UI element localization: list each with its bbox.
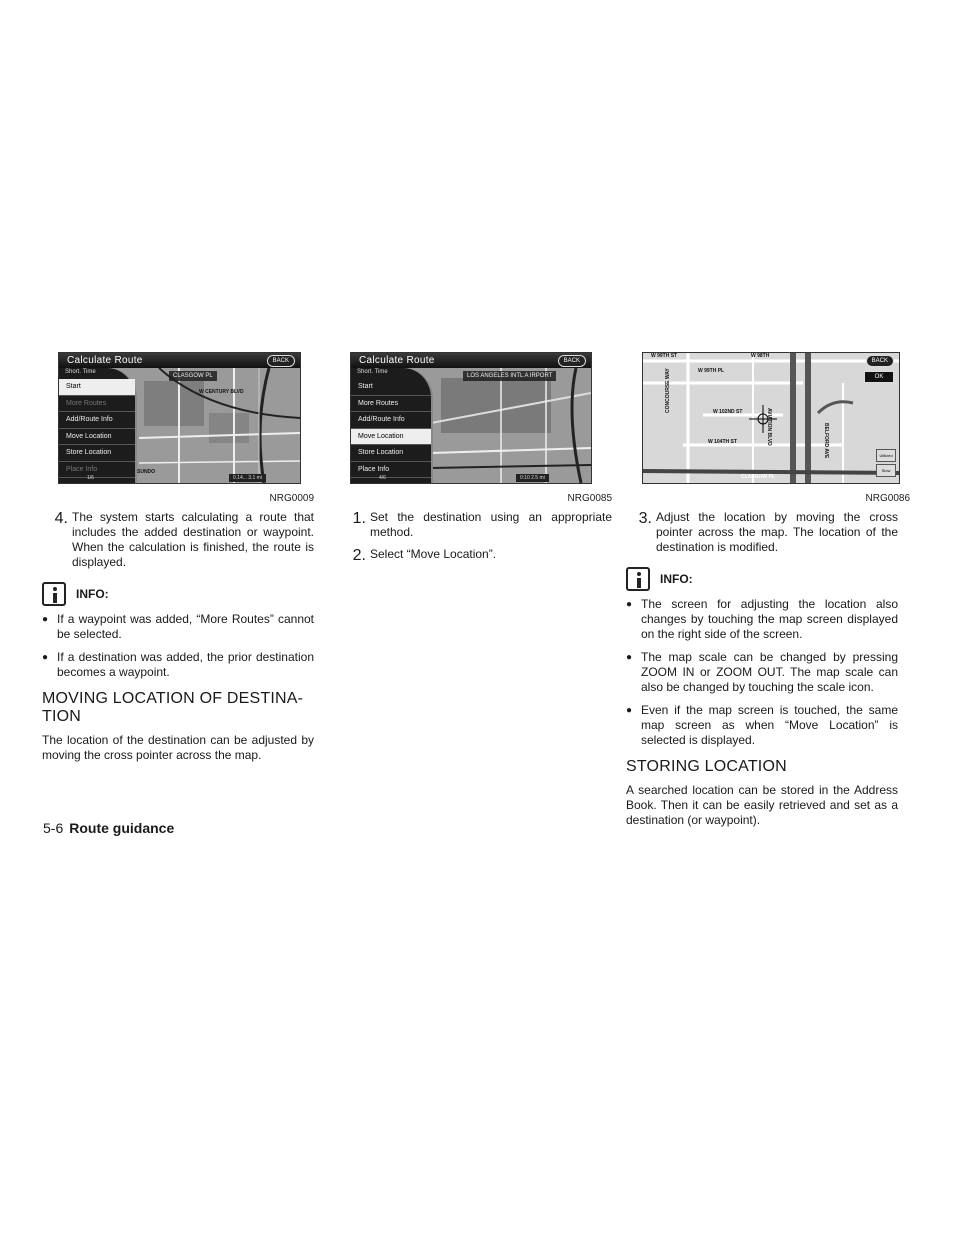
page-number: 5-6 xyxy=(43,820,64,836)
map-street-label: CLASGOW PL xyxy=(741,474,775,480)
list-item: ● If a waypoint was added, “More Routes” cannot be selected. xyxy=(42,612,314,641)
step-number: 1. xyxy=(352,510,366,527)
menu-item-store-location[interactable]: Store Location xyxy=(351,445,431,462)
menu-item-place-info[interactable]: Place Info xyxy=(351,462,431,479)
screen-move-location-map xyxy=(642,352,900,484)
screen-calculate-route-2 xyxy=(350,352,592,484)
step-text: The system starts calculating a route that includes the added destination or waypoint. When the calculation is finished, the route is displayed. xyxy=(72,510,314,569)
step-number: 4. xyxy=(54,510,68,527)
menu-item-store-location[interactable]: Store Location xyxy=(59,445,135,462)
figure-ref: NRG0009 xyxy=(269,493,314,504)
info-label: INFO: xyxy=(76,587,109,601)
ok-button[interactable]: OK xyxy=(864,371,894,383)
figure-ref: NRG0085 xyxy=(567,493,612,504)
info-label: INFO: xyxy=(660,572,693,586)
map-street-label: W 99TH PL xyxy=(698,368,725,374)
step-text: Set the destination using an appropriate method. xyxy=(370,510,612,539)
step-text: Adjust the location by moving the cross pointer across the map. The location of the destination is modified. xyxy=(656,510,898,554)
screen-calculate-route-1 xyxy=(58,352,301,484)
utilized-button[interactable]: Utilized xyxy=(876,449,896,462)
menu-item-start[interactable]: Start xyxy=(351,379,431,396)
page-footer xyxy=(43,820,174,836)
menu-item-move-location[interactable]: Move Location xyxy=(59,429,135,446)
info-box xyxy=(626,567,898,591)
route-menu xyxy=(59,368,137,483)
menu-item-add-route-info[interactable]: Add/Route Info xyxy=(351,412,431,429)
list-item: ● If a destination was added, the prior destination becomes a waypoint. xyxy=(42,650,314,679)
menu-subtitle: Short. Time xyxy=(65,369,96,375)
list-item: ● The screen for adjusting the location also changes by touching the map screen displayed on the right side of the screen. xyxy=(626,597,898,641)
page-indicator: 1/6 xyxy=(87,475,94,481)
bullet-icon: ● xyxy=(42,614,49,625)
screen-title: Calculate Route xyxy=(59,353,300,368)
back-button[interactable]: BACK xyxy=(267,355,295,367)
info-box xyxy=(42,582,314,606)
step-number: 3. xyxy=(638,510,652,527)
map-street-label: CONCOURSE WAY xyxy=(665,368,671,413)
section-name: Route guidance xyxy=(69,820,175,836)
page-indicator: 4/6 xyxy=(379,475,386,481)
menu-item-move-location[interactable]: Move Location xyxy=(351,429,431,446)
step-number: 2. xyxy=(352,547,366,564)
screen-title: Calculate Route xyxy=(351,353,591,368)
menu-item-add-route-info[interactable]: Add/Route Info xyxy=(59,412,135,429)
map-street-label: W 102ND ST xyxy=(713,409,743,415)
map-street-label: W CENTURY BLVD xyxy=(199,389,244,395)
bullet-icon: ● xyxy=(42,652,49,663)
menu-item-more-routes[interactable]: More Routes xyxy=(351,396,431,413)
slow-button[interactable]: Slow xyxy=(876,464,896,477)
column-2 xyxy=(340,352,612,572)
section-heading-storing-location: STORING LOCATION xyxy=(626,758,787,775)
bullet-icon: ● xyxy=(626,599,633,610)
info-icon xyxy=(626,567,650,591)
column-3 xyxy=(626,352,910,828)
section-paragraph: A searched location can be stored in the Address Book. Then it can be easily retrieved and set as a destination (or waypoint). xyxy=(626,783,898,827)
route-menu xyxy=(351,368,433,483)
map-street-label: W 98TH xyxy=(751,353,770,359)
step-2 xyxy=(340,547,612,565)
map-street-label: AVIATION BLVD xyxy=(766,408,772,446)
step-text: Select “Move Location”. xyxy=(370,547,497,561)
address-bar: CLASGOW PL xyxy=(169,371,217,381)
info-icon xyxy=(42,582,66,606)
step-3 xyxy=(626,510,898,555)
menu-item-more-routes[interactable]: More Routes xyxy=(59,396,135,413)
list-item: ● The map scale can be changed by pressing ZOOM IN or ZOOM OUT. The map scale can also be changed by touching the scale icon. xyxy=(626,650,898,694)
map-street-label: W 104TH ST xyxy=(708,439,737,445)
bullet-icon: ● xyxy=(626,705,633,716)
list-item: ● Even if the map screen is touched, the same map screen as when “Move Location” is selected is displayed. xyxy=(626,703,898,747)
map-street-label: BELFORD AVE xyxy=(823,423,829,459)
menu-item-place-info[interactable]: Place Info xyxy=(59,462,135,479)
menu-subtitle: Short. Time xyxy=(357,369,388,375)
address-bar: LOS ANGELES INTL A IRPORT xyxy=(463,371,556,381)
figure-ref: NRG0086 xyxy=(865,493,910,504)
step-4 xyxy=(42,510,314,570)
status-bar: 0.14... 3.1 mi xyxy=(229,474,266,482)
map-street-label: W 99TH ST xyxy=(651,353,678,359)
back-button[interactable]: BACK xyxy=(866,355,894,367)
menu-item-start[interactable]: Start xyxy=(59,379,135,396)
section-heading-moving-location: MOVING LOCATION OF DESTINA- TION xyxy=(42,690,304,725)
step-1 xyxy=(340,510,612,540)
status-bar: 0:10 2.5 mi xyxy=(516,474,549,482)
map-place-label: SUNDO xyxy=(137,469,156,475)
back-button[interactable]: BACK xyxy=(558,355,586,367)
column-1 xyxy=(42,352,314,763)
bullet-icon: ● xyxy=(626,652,633,663)
section-paragraph: The location of the destination can be adjusted by moving the cross pointer across the map. xyxy=(42,733,314,762)
